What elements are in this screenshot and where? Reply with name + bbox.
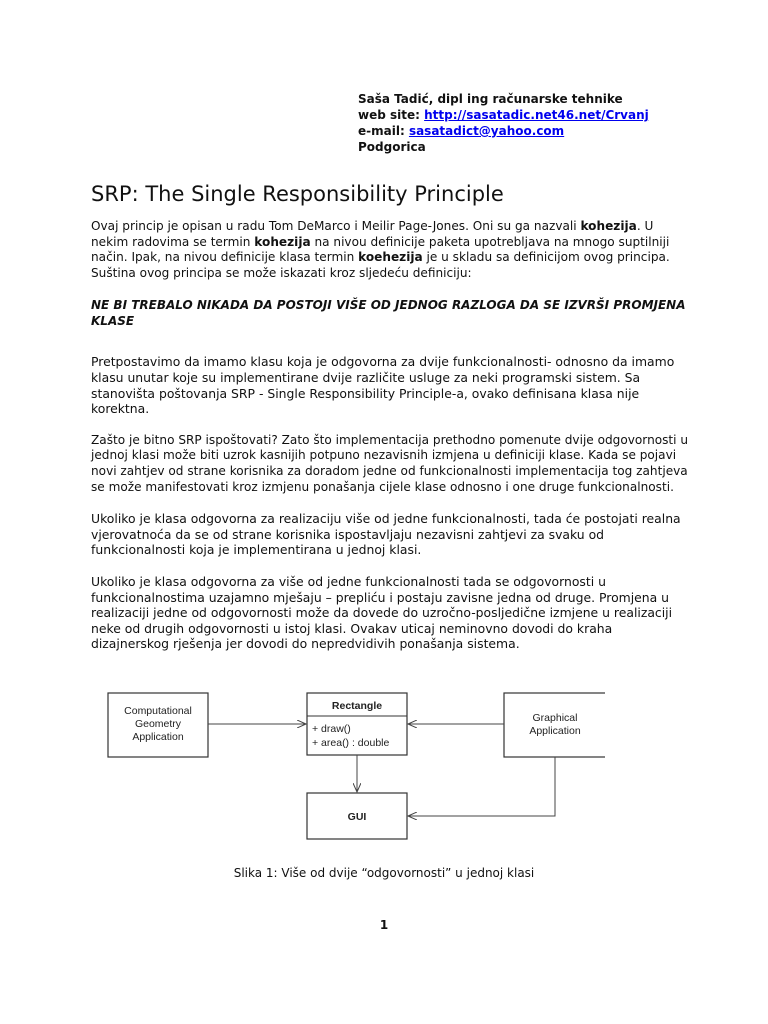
uml-diagram — [100, 683, 605, 849]
email-link[interactable]: sasatadict@yahoo.com — [408, 124, 565, 138]
intro-text-1: Ovaj princip je opisan u radu Tom DeMarco i Meilir Page-Jones. Oni su ga nazvali — [91, 219, 581, 233]
rectangle-op-area: + area() : double — [312, 737, 390, 749]
page-title: SRP: The Single Responsibility Principle — [91, 182, 504, 206]
web-label: web site: — [358, 108, 420, 122]
intro-text-4: je u skladu sa definicijom ovog principa. Suština ovog principa se može iskazati kroz sljedeću definiciju: — [91, 250, 670, 280]
intro-text-3: na nivou definicije paketa upotrebljava na mnogo suptilniji način. Ipak, na nivou definicije klasa termin — [91, 234, 670, 265]
intro-paragraph — [91, 219, 691, 281]
figure-caption: Slika 1: Više od dvije “odgovornosti” u jednoj klasi — [233, 866, 535, 880]
author-name: Saša Tadić, dipl ing računarske tehnike — [358, 92, 623, 106]
graphical-line-2: Application — [529, 725, 581, 737]
computational-line-1: Computational — [124, 705, 192, 717]
email-label: e-mail: — [358, 124, 405, 138]
intro-text-2: . U nekim radovima se termin — [91, 219, 654, 249]
body-paragraph-4: Ukoliko je klasa odgovorna za više od jedne funkcionalnosti tada se odgovornosti u funkcionalnostima uzajamno mješaju – prepliću i postaju zavisne jedna od druge. Promjena u realizaciji jedne od odgovornosti može da dovede do uzročno-posljedične izmjene u realizaciji neke od drugih odgovornosti u istoj klasi. Ovakav uticaj neminovno dovodi do kraha dizajnerskog rješenja jer dovodi do nepredvidivih ponašanja sistema. — [91, 573, 673, 652]
author-block — [358, 91, 768, 155]
intro-term-1: kohezija — [580, 219, 637, 233]
computational-line-2: Geometry — [134, 718, 182, 730]
author-web — [358, 107, 768, 123]
principle-definition: NE BI TREBALO NIKADA DA POSTOJI VIŠE OD JEDNOG RAZLOGA DA SE IZVRŠI PROMJENA KLASE — [91, 298, 686, 329]
author-email — [358, 123, 768, 139]
page-number: 1 — [379, 918, 389, 932]
document-body — [91, 219, 691, 668]
body-paragraph-1: Pretpostavimo da imamo klasu koja je odgovorna za dvije funkcionalnosti- odnosno da imamo klasu unutar koje su implementirane dvije različite usluge za neki programski sistem. Sa stanovišta poštovanja SRP - Single Responsibility Principle-a, ovako definisana klasa nije korektna. — [91, 354, 675, 417]
gui-label: GUI — [347, 811, 367, 823]
arrow-graphical-to-gui — [408, 757, 555, 816]
rectangle-op-draw: + draw() — [312, 723, 351, 735]
computational-line-3: Application — [132, 731, 184, 743]
intro-term-3: koehezija — [358, 250, 423, 265]
rectangle-class-title: Rectangle — [331, 700, 383, 712]
web-link[interactable]: http://sasatadic.net46.net/Crvanj — [424, 108, 649, 122]
graphical-line-1: Graphical — [532, 712, 578, 724]
body-paragraph-2: Zašto je bitno SRP ispoštovati? Zato što implementacija prethodno pomenute dvije odgovornosti u jednoj klasi može biti uzrok kasnijih potpuno nezavisnih izmjena u definiciji klase. Kada se pojavi novi zahtjev od strane korisnika za doradom jedne od funkcionalnosti implementacija tog zahtjeva se može manifestovati kroz izmjenu ponašanja cijele klase odnosno i one druge funkcionalnosti. — [91, 432, 689, 494]
body-paragraph-3: Ukoliko je klasa odgovorna za realizaciju više od jedne funkcionalnosti, tada će postojati realna vjerovatnoća da se od strane korisnika ispostavljaju nezavisni zahtjevi za svaku od funkcionalnosti koja je implementirana u jednoj klasi. — [91, 511, 681, 558]
intro-term-2: kohezija — [254, 234, 311, 249]
author-city: Podgorica — [358, 140, 426, 154]
